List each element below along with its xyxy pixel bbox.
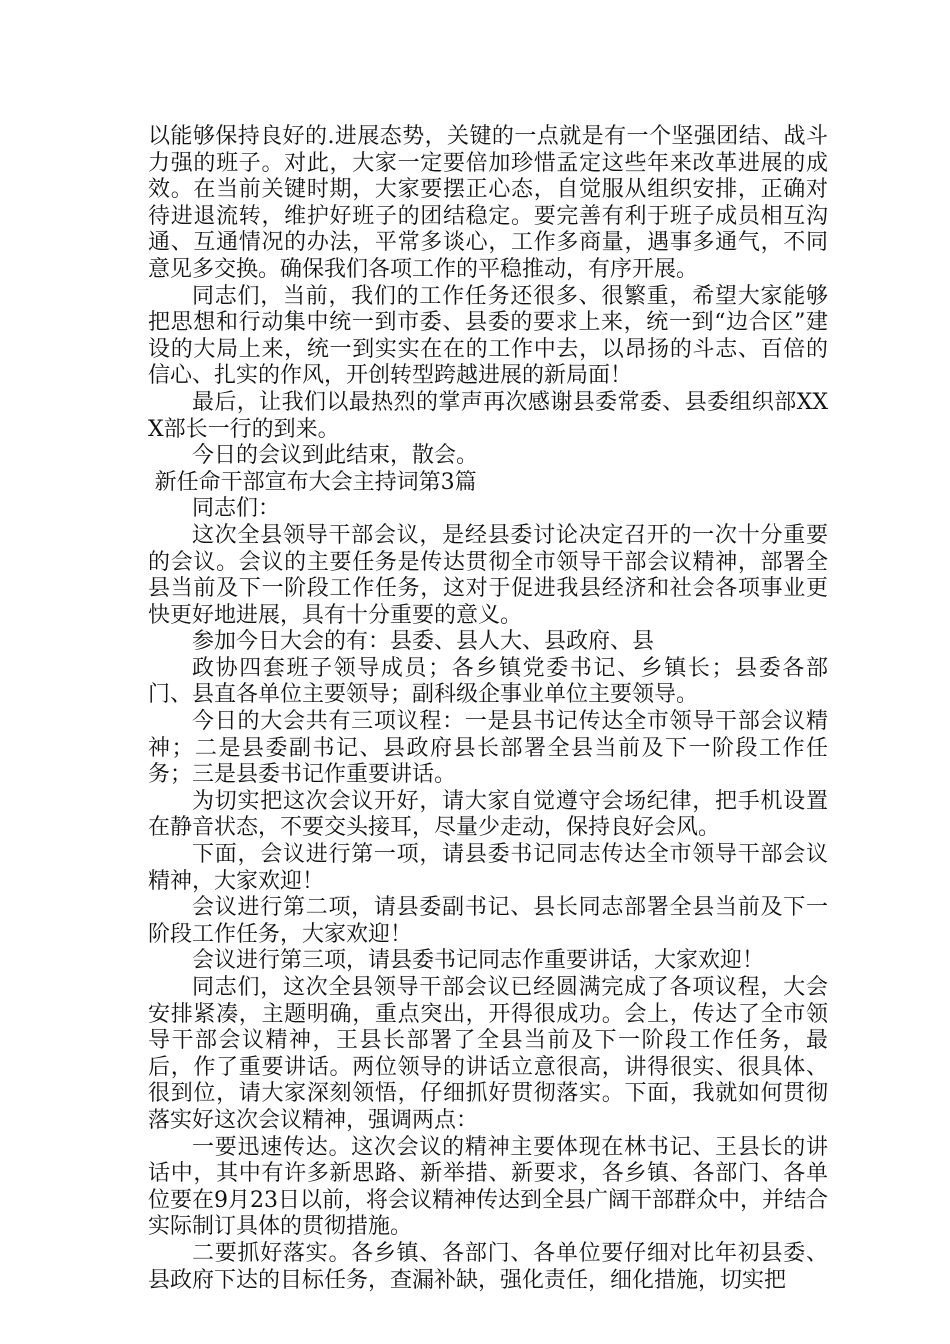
paragraph-9: 政协四套班子领导成员；各乡镇党委书记、乡镇长；县委各部门、县直各单位主要领导；副科级企事业单位主要领导。 (148, 655, 828, 708)
salutation: 同志们： (192, 496, 281, 522)
paragraph-2: 同志们，当前，我们的工作任务还很多、很繁重，希望大家能够把思想和行动集中统一到市委、县委的要求上来，统一到“边合区”建设的大局上来，统一到实实在在的工作中去，以昂扬的斗志、百倍的信心、扎实的作风，开创转型跨越进展的新局面！ (148, 283, 828, 389)
document-page (148, 124, 828, 1294)
paragraph-16: 一要迅速传达。这次会议的精神主要体现在林书记、王县长的讲话中，其中有许多新思路、新举措、新要求，各乡镇、各部门、各单位要在9月23日以前，将会议精神传达到全县广阔干部群众中，并结合实际制订具体的贯彻措施。 (148, 1134, 828, 1240)
paragraph-14: 会议进行第三项，请县委书记同志作重要讲话，大家欢迎！ (192, 948, 765, 974)
paragraph-7: 这次全县领导干部会议，是经县委讨论决定召开的一次十分重要的会议。会议的主要任务是传达贯彻全市领导干部会议精神，部署全县当前及下一阶段工作任务，这对于促进我县经济和社会各项事业更快更好地进展，具有十分重要的意义。 (148, 522, 828, 628)
paragraph-15: 同志们，这次全县领导干部会议已经圆满完成了各项议程，大会安排紧凑，主题明确，重点突出，开得很成功。会上，传达了全市领导干部会议精神，王县长部署了全县当前及下一阶段工作任务，最后，作了重要讲话。两位领导的讲话立意很高，讲得很实、很具体、很到位，请大家深刻领悟，仔细抓好贯彻落实。下面，我就如何贯彻落实好这次会议精神，强调两点： (148, 975, 828, 1133)
paragraph-8: 参加今日大会的有：县委、县人大、县政府、县 (192, 629, 655, 655)
paragraph-1: 以能够保持良好的.进展态势，关键的一点就是有一个坚强团结、战斗力强的班子。对此，大家一定要倍加珍惜孟定这些年来改革进展的成效。在当前关键时期，大家要摆正心态，自觉服从组织安排，正确对待进退流转，维护好班子的团结稳定。要完善有利于班子成员相互沟通、互通情况的办法，平常多谈心，工作多商量，遇事多通气，不同意见多交换。确保我们各项工作的平稳推动，有序开展。 (148, 124, 828, 282)
paragraph-12: 下面，会议进行第一项，请县委书记同志传达全市领导干部会议精神，大家欢迎！ (148, 842, 828, 894)
paragraph-17: 二要抓好落实。各乡镇、各部门、各单位要仔细对比年初县委、县政府下达的目标任务，查漏补缺，强化责任，细化措施，切实把 (148, 1240, 828, 1293)
paragraph-10: 今日的大会共有三项议程：一是县书记传达全市领导干部会议精神；二是县委副书记、县政府县长部署全县当前及下一阶段工作任务；三是县委书记作重要讲话。 (148, 709, 828, 788)
paragraph-4: 今日的会议到此结束，散会。 (192, 443, 479, 469)
paragraph-11: 为切实把这次会议开好，请大家自觉遵守会场纪律，把手机设置在静音状态，不要交头接耳，尽量少走动，保持良好会风。 (148, 788, 828, 841)
paragraph-3: 最后，让我们以最热烈的掌声再次感谢县委常委、县委组织部XXX部长一行的到来。 (148, 389, 828, 442)
paragraph-13: 会议进行第二项，请县委副书记、县长同志部署全县当前及下一阶段工作任务，大家欢迎！ (148, 895, 828, 947)
section-heading: 新任命干部宣布大会主持词第3篇 (154, 469, 477, 495)
